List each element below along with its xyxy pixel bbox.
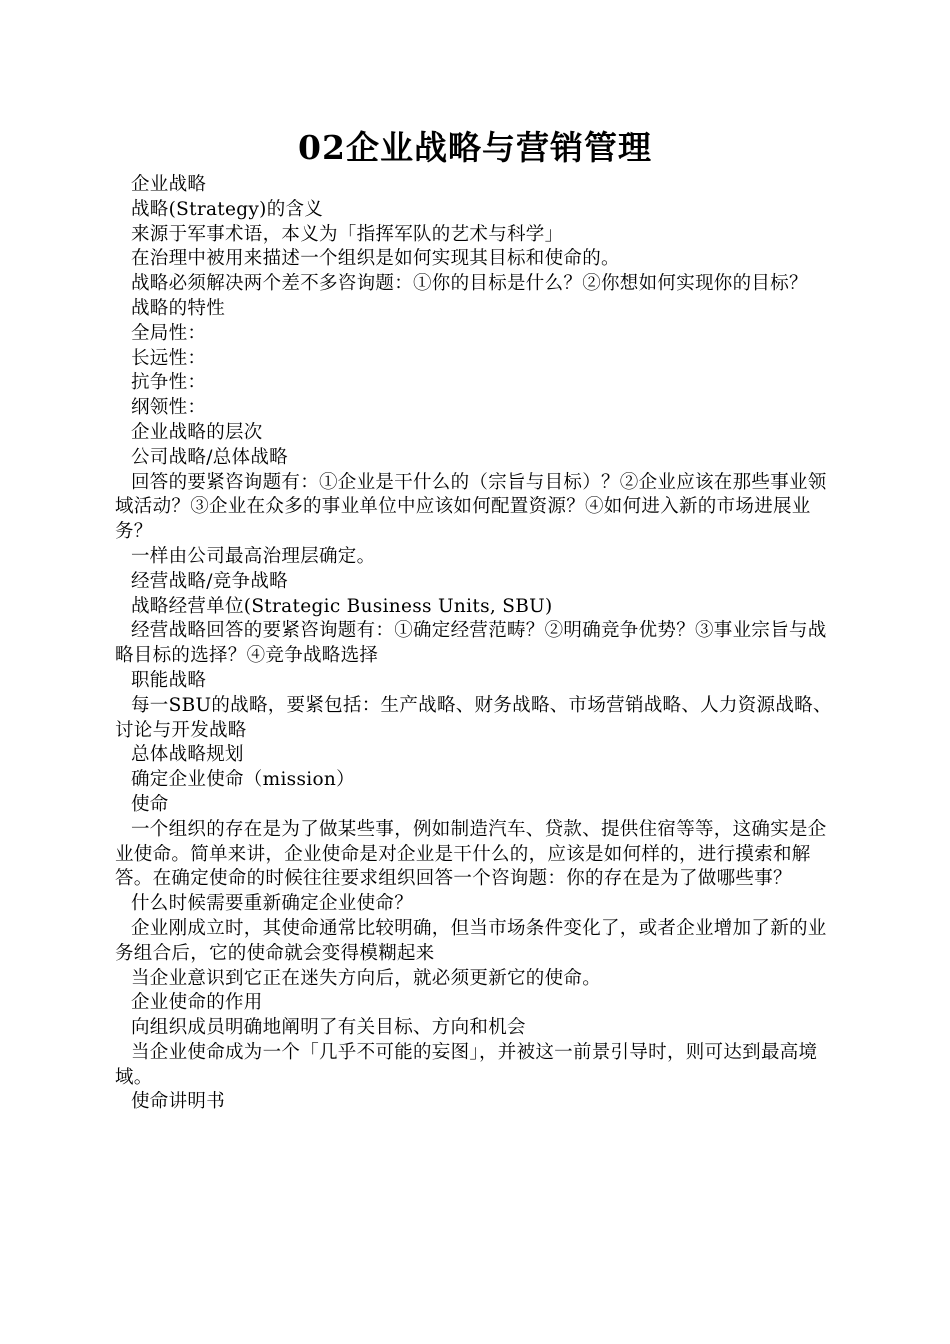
paragraph: 全局性：: [131, 322, 207, 344]
paragraph: 企业使命的作用: [131, 992, 263, 1014]
paragraph: 回答的要紧咨询题有：①企业是干什么的（宗旨与目标）？②企业应该在那些事业领域活动？③企业在众多的事业单位中应该如何配置资源？④如何进入新的市场进展业务？: [115, 471, 827, 543]
paragraph: 一样由公司最高治理层确定。: [131, 545, 376, 567]
paragraph: 一个组织的存在是为了做某些事，例如制造汽车、贷款、提供住宿等等，这确实是企业使命。简单来讲，企业使命是对企业是干什么的，应该是如何样的，进行摸索和解答。在确定使命的时候往往要求组织回答一个咨询题：你的存在是为了做哪些事？: [115, 818, 827, 890]
paragraph: 什么时候需要重新确定企业使命？: [131, 893, 414, 915]
paragraph: 职能战略: [131, 669, 207, 691]
paragraph: 企业战略的层次: [131, 421, 263, 443]
paragraph: 抗争性：: [131, 372, 207, 394]
paragraph: 每一SBU的战略，要紧包括：生产战略、财务战略、市场营销战略、人力资源战略、讨论与开发战略: [115, 694, 832, 741]
paragraph: 战略必须解决两个差不多咨询题：①你的目标是什么？②你想如何实现你的目标？: [131, 273, 808, 295]
paragraph: 当企业意识到它正在迷失方向后，就必须更新它的使命。: [131, 967, 602, 989]
paragraph: 向组织成员明确地阐明了有关目标、方向和机会: [131, 1017, 526, 1039]
paragraph: 企业刚成立时，其使命通常比较明确，但当市场条件变化了，或者企业增加了新的业务组合后，它的使命就会变得模糊起来: [115, 917, 827, 964]
paragraph: 战略经营单位(Strategic Business Units, SBU): [131, 595, 553, 617]
paragraph: 战略的特性: [131, 297, 226, 319]
paragraph: 纲领性：: [131, 397, 207, 419]
paragraph: 经营战略/竞争战略: [131, 570, 288, 592]
paragraph: 公司战略/总体战略: [131, 446, 288, 468]
paragraph: 企业战略: [131, 174, 207, 195]
paragraph: 总体战略规划: [131, 744, 244, 766]
document-body: [115, 173, 833, 1115]
paragraph: 来源于军事术语，本义为「指挥军队的艺术与科学」: [131, 223, 564, 245]
paragraph: 确定企业使命（mission）: [131, 769, 355, 791]
paragraph: 战略(Strategy)的含义: [131, 198, 324, 220]
paragraph: 当企业使命成为一个「几乎不可能的妄图」，并被这一前景引导时，则可达到最高境域。: [115, 1041, 818, 1088]
paragraph: 长远性：: [131, 347, 207, 369]
paragraph: 在治理中被用来描述一个组织是如何实现其目标和使命的。: [131, 248, 620, 270]
document-title: 02企业战略与营销管理: [298, 128, 652, 167]
paragraph: 经营战略回答的要紧咨询题有：①确定经营范畴？②明确竞争优势？③事业宗旨与战略目标的选择？④竞争战略选择: [115, 620, 827, 667]
paragraph: 使命: [131, 793, 169, 815]
paragraph: 使命讲明书: [131, 1091, 226, 1113]
